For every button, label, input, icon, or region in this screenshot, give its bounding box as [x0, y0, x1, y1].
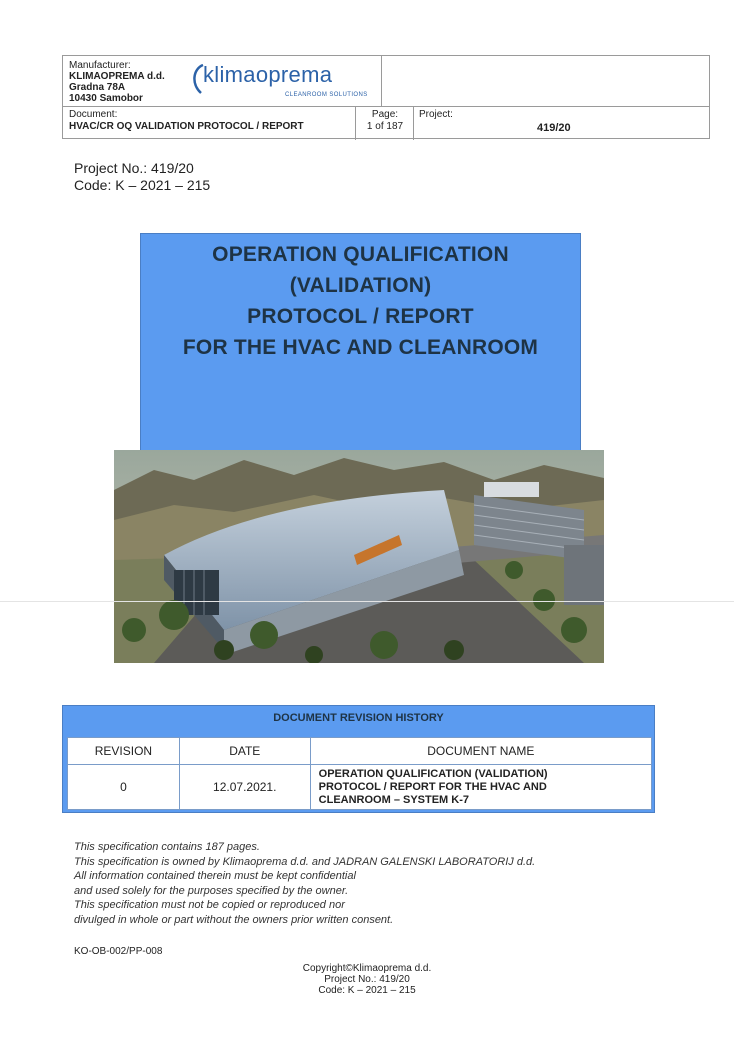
footer-code: Code: K – 2021 – 215 [318, 985, 416, 996]
revision-table [67, 737, 652, 810]
document-name-cell [310, 765, 651, 810]
document-code: KO-OB-002/PP-008 [74, 946, 163, 957]
project-info [74, 160, 210, 194]
page-value: 1 of 187 [366, 121, 404, 132]
column-header: REVISION [68, 738, 180, 765]
document-name: HVAC/CR OQ VALIDATION PROTOCOL / REPORT [69, 121, 304, 132]
manufacturer-label: Manufacturer: [69, 60, 131, 71]
note-line: This specification contains 187 pages. [74, 841, 260, 853]
table-header-row [68, 738, 652, 765]
manufacturer-block [69, 60, 165, 104]
footer-copyright: Copyright©Klimaoprema d.d. [302, 963, 432, 974]
header-divider [413, 106, 414, 140]
title-box [140, 233, 581, 451]
note-line: All information contained therein must be kept confidential [74, 870, 356, 882]
column-header: DATE [179, 738, 310, 765]
note-line: and used solely for the purposes specified by the owner. [74, 884, 349, 897]
address-line1: Gradna 78A [69, 82, 126, 93]
project-code: Code: K – 2021 – 215 [74, 177, 211, 193]
document-block [69, 109, 304, 133]
logo-subtitle: CLEANROOM SOLUTIONS [285, 92, 368, 98]
document-label: Document: [69, 109, 118, 120]
title-line: PROTOCOL / REPORT [247, 305, 474, 328]
project-number: Project No.: 419/20 [74, 160, 194, 176]
table-row [68, 765, 652, 810]
building-rendering [114, 450, 604, 663]
title-line: FOR THE HVAC AND CLEANROOM [182, 336, 539, 359]
manufacturer-name: KLIMAOPREMA d.d. [69, 71, 165, 82]
note-line: This specification must not be copied or reproduced nor [74, 899, 345, 911]
page-footer [0, 963, 734, 996]
note-line: divulged in whole or part without the owners prior written consent. [74, 913, 394, 926]
company-logo [189, 62, 419, 102]
logo-wordmark: klimaoprema [203, 62, 333, 87]
document-name-line: OPERATION QUALIFICATION (VALIDATION) [318, 767, 548, 780]
document-name-line: CLEANROOM – SYSTEM K-7 [318, 793, 470, 806]
revision-history-heading: DOCUMENT REVISION HISTORY [273, 712, 444, 724]
column-header: DOCUMENT NAME [310, 738, 651, 765]
note-line: This specification is owned by Klimaoprema d.d. and JADRAN GALENSKI LABORATORIJ d.d. [74, 855, 536, 868]
header-divider [381, 56, 382, 106]
project-value: 419/20 [537, 122, 571, 134]
title-line: OPERATION QUALIFICATION [212, 243, 509, 266]
document-title [141, 239, 580, 363]
revision-history-table [62, 705, 655, 813]
document-header [62, 55, 710, 139]
page-block [359, 109, 411, 133]
address-line2: 10430 Samobor [69, 93, 143, 104]
project-label: Project: [419, 109, 453, 120]
document-name-line: PROTOCOL / REPORT FOR THE HVAC AND [318, 780, 547, 793]
date-cell: 12.07.2021. [179, 765, 310, 810]
footer-project-no: Project No.: 419/20 [324, 974, 410, 985]
page-label: Page: [371, 109, 399, 120]
revision-cell: 0 [68, 765, 180, 810]
title-line: (VALIDATION) [289, 274, 432, 297]
header-divider [355, 106, 356, 140]
confidentiality-note [74, 840, 535, 927]
scan-line [0, 601, 734, 602]
